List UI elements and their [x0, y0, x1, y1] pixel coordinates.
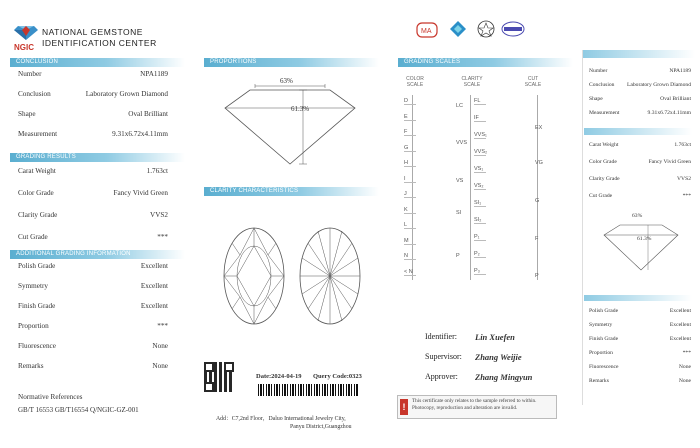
row-label: Carat Weight: [589, 142, 619, 148]
row-value: ***: [682, 350, 691, 356]
row-label: Measurement: [589, 110, 620, 116]
row-value: Excellent: [140, 262, 168, 270]
row-value: None: [678, 378, 691, 384]
scale-grade: F: [535, 236, 539, 242]
scale-grade: M: [404, 238, 416, 245]
signature-label: Identifier:: [425, 332, 457, 341]
scale-grade: SI₂: [474, 217, 486, 224]
scale-grade: L: [404, 222, 416, 229]
scale-grade: VVS₂: [474, 149, 488, 155]
proportions-table-pct: 63%: [280, 77, 293, 85]
signature-label: Supervisor:: [425, 352, 462, 361]
row-value: VVS2: [150, 211, 168, 219]
info-row: [589, 336, 691, 346]
row-label: Number: [18, 70, 42, 78]
scale-grade: P₃: [474, 268, 486, 275]
right-card-divider-2: [584, 295, 692, 301]
logo: [14, 24, 38, 52]
row-value: ***: [157, 233, 168, 241]
info-row: [589, 96, 691, 106]
info-row: [18, 322, 168, 332]
info-row: [589, 68, 691, 78]
svg-text:MA: MA: [421, 28, 432, 35]
scale-grade: < N: [404, 269, 416, 276]
row-label: Conclusion: [589, 82, 615, 88]
scale-grade: H: [404, 160, 416, 167]
row-value: 9.31x6.72x4.11mm: [112, 130, 168, 138]
scale-grade: EX: [535, 125, 543, 131]
row-label: Symmetry: [589, 322, 613, 328]
row-label: Shape: [18, 110, 36, 118]
notice-box: [397, 395, 557, 419]
info-row: [18, 362, 168, 372]
section-clarity: CLARITY CHARACTERISTICS: [204, 187, 379, 196]
row-value: Excellent: [669, 308, 691, 314]
info-row: [589, 159, 691, 169]
info-row: [589, 350, 691, 360]
scale-grade: VS₂: [474, 183, 486, 190]
row-value: ***: [157, 322, 168, 330]
section-additional: ADDITIONAL GRADING INFORMATION: [10, 250, 185, 259]
row-value: ***: [682, 193, 691, 199]
scale-grade: VS: [456, 178, 464, 184]
scale-grade: FL: [474, 98, 486, 105]
info-row: [18, 262, 168, 272]
info-row: [18, 211, 168, 221]
scale-grade: I: [404, 176, 416, 183]
scale-grade: J: [404, 191, 416, 198]
row-value: NPA1189: [669, 68, 691, 74]
row-label: Color Grade: [18, 189, 54, 197]
row-value: None: [152, 362, 168, 370]
clarity-plot-diagram: [218, 223, 368, 333]
row-label: Finish Grade: [589, 336, 619, 342]
row-label: Shape: [589, 96, 603, 102]
center-name-line1: NATIONAL GEMSTONE: [42, 27, 143, 37]
right-card-depth-pct: 61.3%: [637, 236, 652, 242]
section-conclusion: CONCLUSION: [10, 58, 185, 67]
info-row: [18, 342, 168, 352]
scale-grade: F: [404, 129, 416, 136]
row-label: Cut Grade: [589, 193, 613, 199]
row-label: Clarity Grade: [18, 211, 58, 219]
scale-grade: P₂: [474, 251, 486, 258]
scale-grade: P₁: [474, 234, 486, 241]
row-label: Color Grade: [589, 159, 617, 165]
info-row: [589, 176, 691, 186]
info-row: [18, 130, 168, 140]
certification-logos: [415, 20, 530, 42]
signature-label: Approver:: [425, 372, 458, 381]
row-value: 9.31x6.72x4.11mm: [647, 110, 691, 116]
info-row: [18, 90, 168, 100]
row-label: Fluorescence: [589, 364, 619, 370]
row-label: Symmetry: [18, 282, 48, 290]
proportions-depth-pct: 61.3%: [291, 105, 310, 113]
row-label: Remarks: [589, 378, 609, 384]
row-value: Laboratory Grown Diamond: [626, 82, 691, 88]
row-value: Laboratory Grown Diamond: [85, 90, 168, 98]
row-value: 1.763ct: [146, 167, 168, 175]
row-label: Proportion: [589, 350, 613, 356]
scale-grade: P: [456, 253, 460, 259]
row-value: Excellent: [669, 336, 691, 342]
scale-grade: VVS₁: [474, 132, 487, 138]
row-value: Excellent: [140, 282, 168, 290]
row-value: VVS2: [677, 176, 691, 182]
info-row: [589, 308, 691, 318]
scale-grade: LC: [456, 103, 464, 109]
row-label: Polish Grade: [18, 262, 56, 270]
cut-scale-header: CUT SCALE: [524, 76, 542, 88]
proportions-diagram: [215, 72, 365, 172]
gem-logo-icon: [14, 24, 38, 40]
info-row: [18, 189, 168, 199]
signature-name: Zhang Weijie: [475, 352, 522, 362]
info-row: [18, 110, 168, 120]
references-title: Normative References: [18, 393, 83, 401]
scale-grade: SI₁: [474, 200, 486, 207]
section-proportions: PROPORTIONS: [204, 58, 379, 67]
info-row: [589, 110, 691, 120]
info-row: [18, 233, 168, 243]
row-label: Clarity Grade: [589, 176, 620, 182]
center-name-line2: IDENTIFICATION CENTER: [42, 38, 157, 48]
row-value: Excellent: [140, 302, 168, 310]
row-label: Measurement: [18, 130, 58, 138]
info-row: [589, 193, 691, 203]
scale-grade: SI: [456, 210, 462, 216]
section-grading-results: GRADING RESULTS: [10, 153, 185, 162]
info-row: [589, 142, 691, 152]
scale-grade: G: [404, 145, 416, 152]
row-label: Fluorescence: [18, 342, 56, 350]
row-value: None: [152, 342, 168, 350]
row-value: NPA1189: [140, 70, 168, 78]
references-text: GB/T 16553 GB/T16554 Q/NGIC-GZ-001: [18, 406, 139, 414]
barcode: [258, 384, 358, 396]
scale-grade: VG: [535, 160, 543, 166]
row-value: Oval Brilliant: [128, 110, 168, 118]
row-label: Remarks: [18, 362, 44, 370]
info-row: [589, 364, 691, 374]
row-value: Excellent: [669, 322, 691, 328]
clarity-scale-header: CLARITY SCALE: [461, 76, 483, 88]
scale-grade: K: [404, 207, 416, 214]
row-value: Oval Brilliant: [660, 96, 691, 102]
scale-grade: VS₁: [474, 166, 486, 173]
warning-icon: !: [400, 399, 408, 415]
scale-grade: N: [404, 253, 416, 260]
report-date: Date:2024-04-19: [256, 373, 302, 380]
info-row: [589, 82, 691, 92]
info-row: [18, 70, 168, 80]
row-value: 1.763ct: [674, 142, 691, 148]
right-card-proportions-diagram: [598, 215, 684, 275]
row-value: None: [678, 364, 691, 370]
info-row: [18, 302, 168, 312]
row-value: Fancy Vivid Green: [113, 189, 168, 197]
info-row: [18, 167, 168, 177]
right-card-divider: [584, 128, 692, 135]
row-label: Polish Grade: [589, 308, 619, 314]
qr-code: [204, 362, 234, 392]
scale-grade: D: [404, 98, 416, 105]
scale-grade: G: [535, 198, 540, 204]
row-label: Conclusion: [18, 90, 51, 98]
row-label: Proportion: [18, 322, 49, 330]
signature-name: Zhang Mingyun: [475, 372, 533, 382]
info-row: [589, 322, 691, 332]
notice-text: This certificate only relates to the sample referred to within. Photocopy, reproduction and alteration are invalid.: [412, 398, 537, 411]
color-scale-header: COLOR SCALE: [406, 76, 424, 88]
address-line2: Panyu District,Guangzhou: [290, 424, 352, 430]
row-label: Number: [589, 68, 608, 74]
row-label: Carat Weight: [18, 167, 56, 175]
scale-grade: VVS: [456, 140, 468, 146]
signature-name: Lin Xuefen: [475, 332, 515, 342]
row-label: Cut Grade: [18, 233, 48, 241]
scale-grade: IF: [474, 115, 486, 122]
section-grading-scales: GRADING SCALES: [398, 58, 573, 67]
row-value: Fancy Vivid Green: [648, 159, 691, 165]
scale-grade: E: [404, 114, 416, 121]
info-row: [18, 282, 168, 292]
logo-text: NGIC: [14, 43, 34, 52]
address-line1: Add：C7,2nd Floor，Daluo International Jewelry City,: [216, 416, 346, 422]
scale-grade: P: [535, 273, 539, 279]
query-code: Query Code:0323: [313, 373, 362, 380]
row-label: Finish Grade: [18, 302, 56, 310]
info-row: [589, 378, 691, 388]
right-card-table-pct: 63%: [632, 213, 643, 219]
